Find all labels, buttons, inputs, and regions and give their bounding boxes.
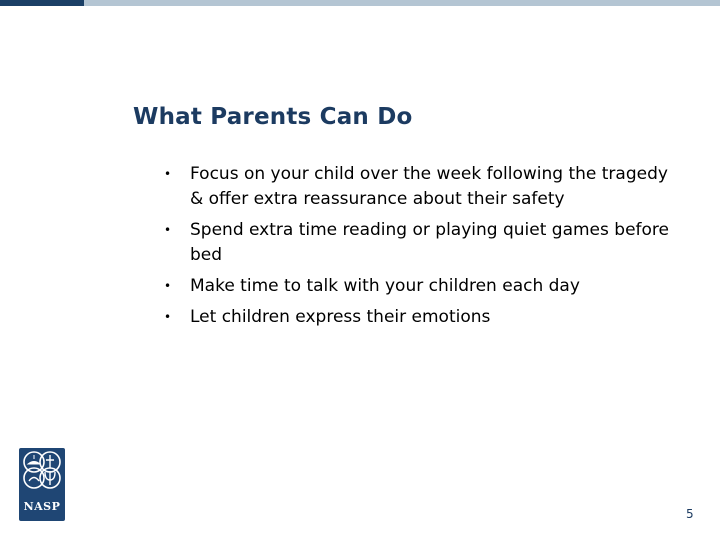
bullet-icon: •: [164, 279, 172, 293]
bullet-text: Spend extra time reading or playing quiet games before bed: [190, 220, 669, 265]
svg-text:NASP: NASP: [23, 500, 61, 513]
bullet-item: [164, 218, 684, 268]
bullet-item: [164, 305, 684, 330]
bullet-text: Make time to talk with your children each day: [190, 276, 580, 296]
bullet-item: [164, 274, 684, 299]
bullet-item: [164, 162, 684, 212]
bullet-icon: •: [164, 167, 172, 181]
nasp-emblem-icon: [19, 448, 65, 521]
bullet-icon: •: [164, 310, 172, 324]
page-number: 5: [686, 507, 694, 521]
bullet-list: [164, 162, 684, 336]
nasp-logo: [19, 448, 65, 521]
bullet-text: Focus on your child over the week following the tragedy & offer extra reassurance about their safety: [190, 164, 668, 209]
header-accent-bar-dark: [0, 0, 84, 6]
slide-title: What Parents Can Do: [133, 104, 413, 130]
bullet-icon: •: [164, 223, 172, 237]
bullet-text: Let children express their emotions: [190, 307, 491, 327]
header-accent-bar-light: [84, 0, 720, 6]
